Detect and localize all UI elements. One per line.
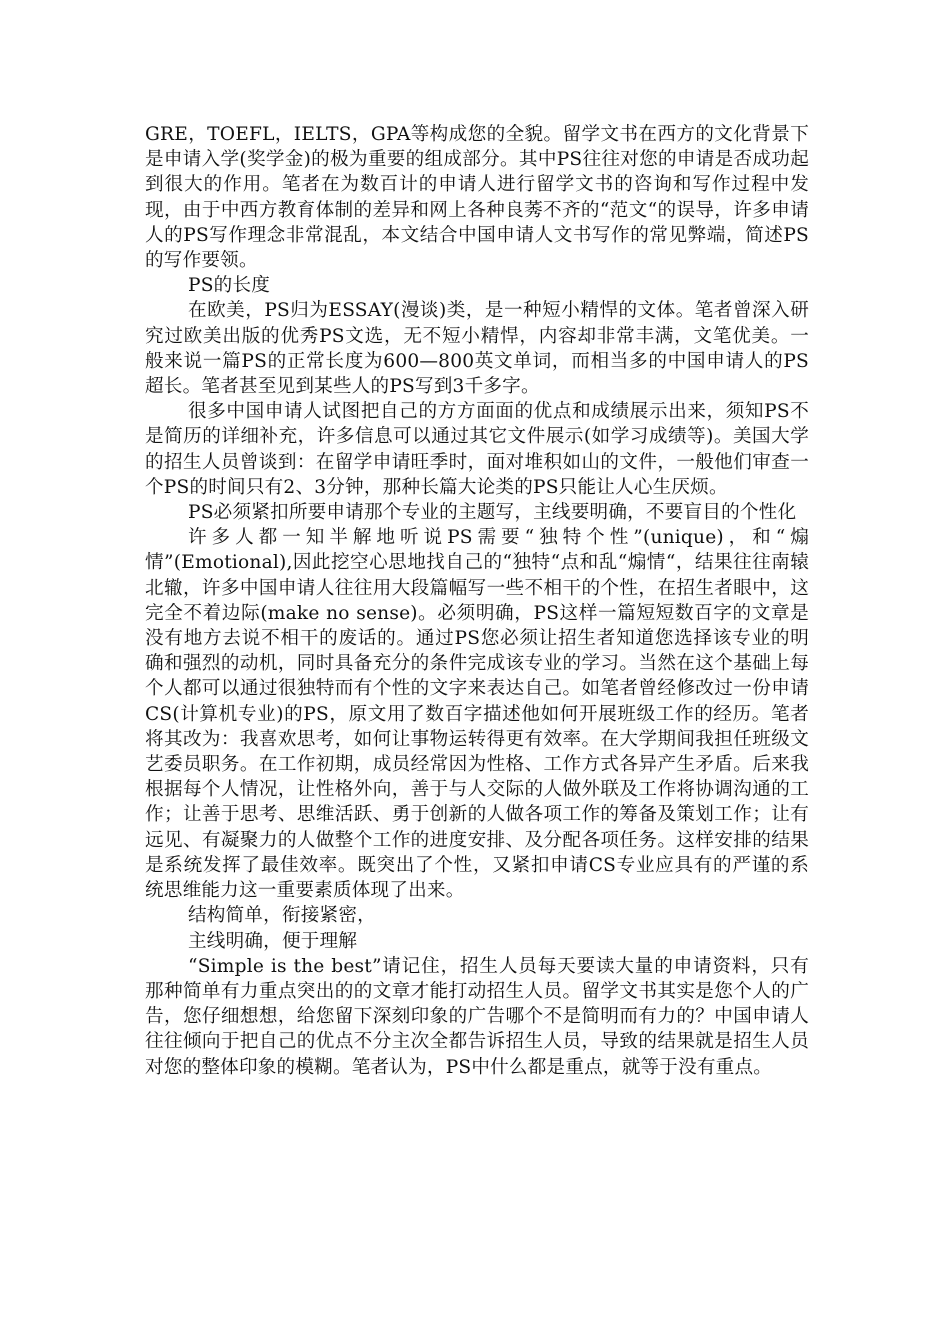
body-paragraph: 很多中国申请人试图把自己的方方面面的优点和成绩展示出来，须知PS不是简历的详细补充，许多信息可以通过其它文件展示(如学习成绩等)。美国大学的招生人员曾谈到：在留学申请旺季时，面对堆积如山的文件，一般他们审查一个PS的时间只有2、3分钟，那种长篇大论类的PS只能让人心生厌烦。 <box>145 401 809 498</box>
section-heading-length: PS的长度 <box>188 275 271 297</box>
body-paragraph: “Simple is the best”请记住，招生人员每天要读大量的申请资料，只有那种简单有力重点突出的的文章才能打动招生人员。留学文书其实是您个人的广告，您仔细想想，给您留下深刻印象的广告哪个不是简明而有力的？中国申请人往往倾向于把自己的优点不分主次全都告诉招生人员，导致的结果就是招生人员对您的整体印象的模糊。笔者认为，PS中什么都是重点，就等于没有重点。 <box>145 955 809 1078</box>
document-body <box>145 122 809 1080</box>
section-heading-structure: 结构简单，衔接紧密， <box>188 905 376 927</box>
body-paragraph: 许多人都一知半解地听说PS需要“独特个性”(unique)，和“煽情”(Emotional),因此挖空心思地找自己的“独特“点和乱“煽情“，结果往往南辕北辙，许多中国申请人往往用大段篇幅写一些不相干的个性，在招生者眼中，这完全不着边际(make no sense)。必须明确，PS这样一篇短短数百字的文章是没有地方去说不相干的废话的。通过PS您必须让招生者知道您选择该专业的明确和强烈的动机，同时具备充分的条件完成该专业的学习。当然在这个基础上每个人都可以通过很独特而有个性的文字来表达自己。如笔者曾经修改过一份申请CS(计算机专业)的PS，原文用了数百字描述他如何开展班级工作的经历。笔者将其改为：我喜欢思考，如何让事物运转得更有效率。在大学期间我担任班级文艺委员职务。在工作初期，成员经常因为性格、工作方式各异产生矛盾。后来我根据每个人情况，让性格外向，善于与人交际的人做外联及工作将协调沟通的工作；让善于思考、思维活跃、勇于创新的人做各项工作的筹备及策划工作；让有远见、有凝聚力的人做整个工作的进度安排、及分配各项任务。这样安排的结果是系统发挥了最佳效率。既突出了个性，又紧扣申请CS专业应具有的严谨的系统思维能力这一重要素质体现了出来。 <box>145 527 809 902</box>
section-heading-clarity: 主线明确，便于理解 <box>188 930 358 952</box>
section-heading-focus: PS必须紧扣所要申请那个专业的主题写，主线要明确，不要盲目的个性化 <box>188 502 797 524</box>
body-paragraph: 在欧美，PS归为ESSAY(漫谈)类，是一种短小精悍的文体。笔者曾深入研究过欧美出版的优秀PS文选，无不短小精悍，内容却非常丰满，文笔优美。一般来说一篇PS的正常长度为600—800英文单词，而相当多的中国申请人的PS超长。笔者甚至见到某些人的PS写到3千多字。 <box>145 300 809 398</box>
intro-paragraph: GRE，TOEFL，IELTS，GPA等构成您的全貌。留学文书在西方的文化背景下是申请入学(奖学金)的极为重要的组成部分。其中PS往往对您的申请是否成功起到很大的作用。笔者在为数百计的申请人进行留学文书的咨询和写作过程中发现，由于中西方教育体制的差异和网上各种良莠不齐的“范文“的误导，许多申请人的PS写作理念非常混乱，本文结合中国申请人文书写作的常见弊端，简述PS的写作要领。 <box>145 124 809 272</box>
